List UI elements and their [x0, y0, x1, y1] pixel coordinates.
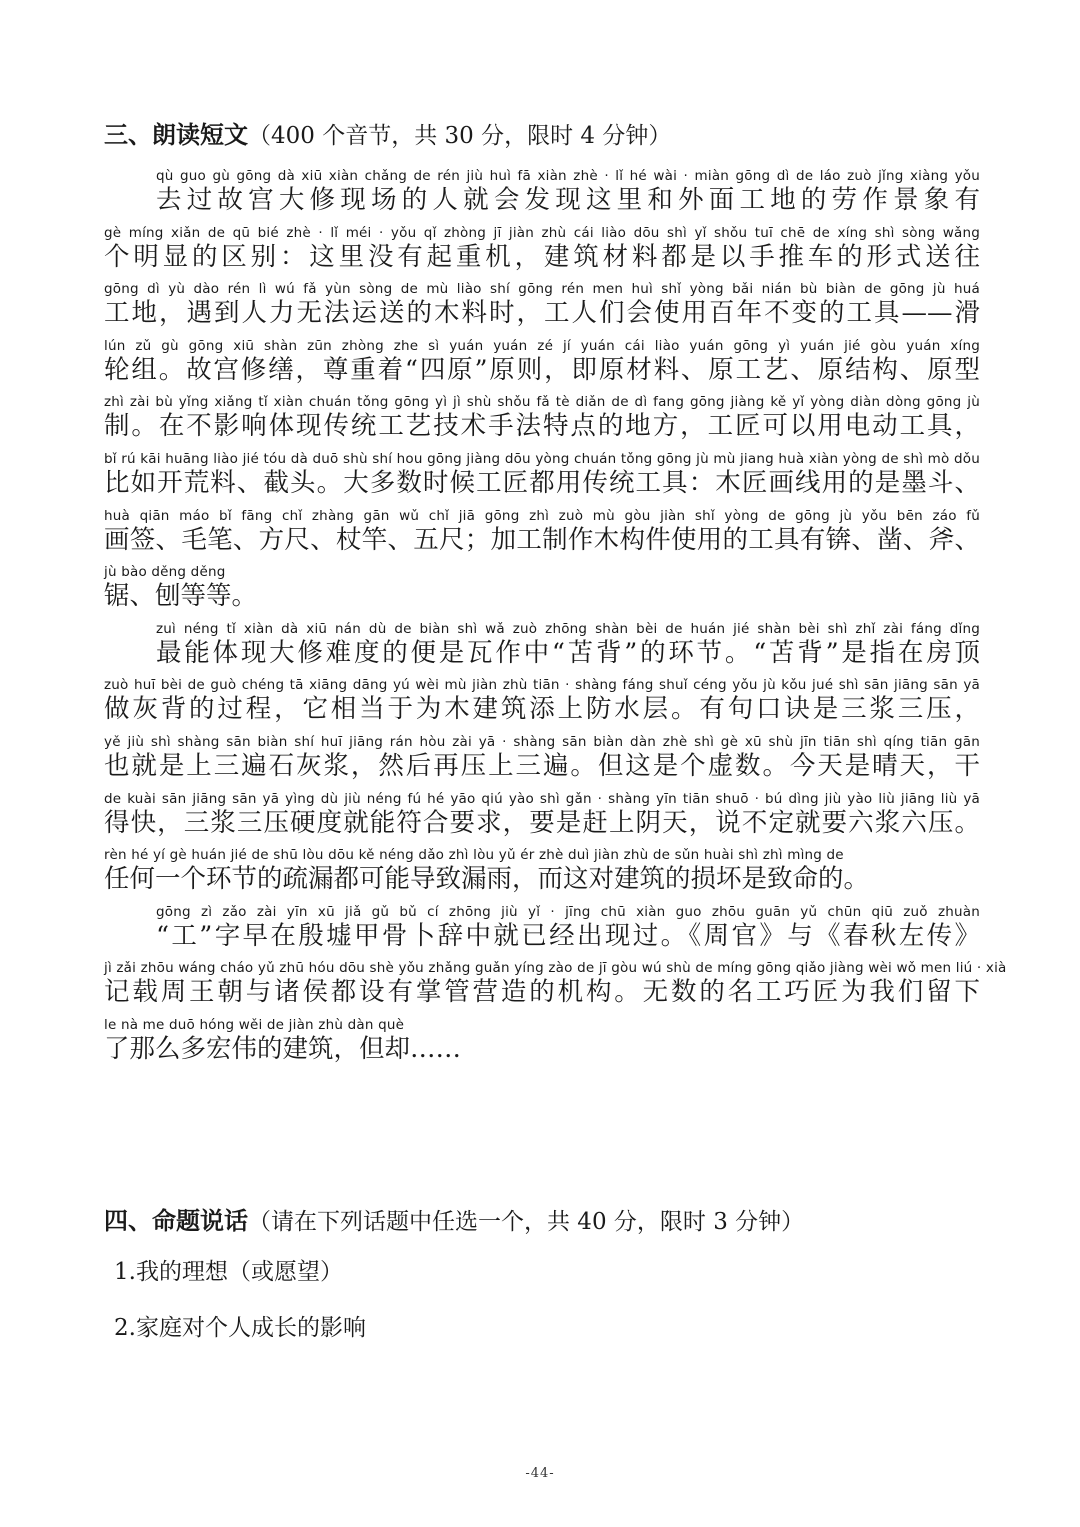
passage-text: 制。在不影响体现传统工艺技术手法特点的地方，工匠可以用电动工具，	[104, 411, 980, 442]
reading-passage	[104, 168, 1007, 1074]
passage-line	[104, 847, 980, 904]
pinyin-annotation: zuò huī bèi de guò chéng tā xiāng dāng yú wèi mù jiàn zhù tiān · shàng fáng shuǐ céng yǒu jù kǒu jué shì sān jiāng sān yā	[104, 677, 980, 694]
passage-line	[104, 791, 980, 848]
pinyin-annotation: lún zǔ gù gōng xiū shàn zūn zhòng zhe sì yuán yuán zé jí yuán cái liào yuán gōng yì yuán jié gòu yuán xíng	[104, 337, 980, 354]
pinyin-annotation: jù bào děng děng	[104, 564, 226, 581]
passage-text: 轮组。故宫修缮，尊重着“四原”原则，即原材料、原工艺、原结构、原型	[104, 354, 980, 385]
passage-line	[104, 451, 980, 508]
passage-text: 记载周王朝与诸侯都设有掌管营造的机构。无数的名工巧匠为我们留下	[104, 977, 980, 1008]
passage-text: “工”字早在殷墟甲骨卜辞中就已经出现过。《周官》与《春秋左传》	[156, 920, 980, 951]
pinyin-annotation: rèn hé yí gè huán jié de shū lòu dōu kě néng dǎo zhì lòu yǔ ér zhè duì jiàn zhù de sǔn huài shì zhì mìng de	[104, 847, 844, 864]
page-number: -44-	[525, 1466, 555, 1481]
passage-text: 得快，三浆三压硬度就能符合要求，要是赶上阴天，说不定就要六浆六压。	[104, 807, 980, 838]
topic-item: 1.我的理想（或愿望）	[114, 1259, 343, 1285]
passage-text: 工地，遇到人力无法运送的木料时，工人们会使用百年不变的工具——滑	[104, 298, 980, 329]
passage-text: 去过故宫大修现场的人就会发现这里和外面工地的劳作景象有	[156, 185, 980, 215]
pinyin-annotation: le nà me duō hóng wěi de jiàn zhù dàn què	[104, 1016, 405, 1033]
pinyin-annotation: gōng zì zǎo zài yīn xū jiǎ gǔ bǔ cí zhōng jiù yǐ · jīng chū xiàn guo zhōu guān yǔ chūn qiū zuǒ zhuàn	[156, 903, 980, 920]
section-4-title	[104, 1206, 804, 1237]
passage-line	[104, 508, 980, 565]
topic-item: 2.家庭对个人成长的影响	[114, 1315, 366, 1341]
passage-line	[104, 281, 980, 338]
passage-line	[104, 168, 980, 225]
passage-text: 锯、刨等等。	[104, 581, 258, 612]
passage-text: 比如开荒料、截头。大多数时候工匠都用传统工具：木匠画线用的是墨斗、	[104, 467, 980, 498]
passage-text: 做灰背的过程，它相当于为木建筑添上防水层。有句口诀是三浆三压，	[104, 694, 980, 725]
passage-line	[104, 960, 1007, 1017]
pinyin-annotation: qù guo gù gōng dà xiū xiàn chǎng de rén jiù huì fā xiàn zhè · lǐ hé wài · miàn gōng dì de láo zuò jǐng xiàng yǒu	[156, 168, 980, 184]
passage-line	[104, 394, 980, 451]
pinyin-annotation: zuì néng tǐ xiàn dà xiū nán dù de biàn shì wǎ zuò zhōng shàn bèi de huán jié shàn bèi shì zhǐ zài fáng dǐng	[156, 620, 980, 637]
passage-line	[104, 904, 980, 961]
pinyin-annotation: gōng dì yù dào rén lì wú fǎ yùn sòng de mù liào shí gōng rén men huì shǐ yòng bǎi nián bù biàn de gōng jù huá	[104, 281, 980, 298]
passage-line	[104, 677, 980, 734]
passage-line	[104, 1017, 980, 1074]
section-3-title	[104, 120, 671, 151]
section-3-subtitle: （400 个音节，共 30 分，限时 4 分钟）	[248, 123, 672, 149]
passage-text: 也就是上三遍石灰浆，然后再压上三遍。但这是个虚数。今天是晴天，干	[104, 750, 980, 781]
pinyin-annotation: gè míng xiǎn de qū bié zhè · lǐ méi · yǒu qǐ zhòng jī jiàn zhù cái liào dōu shì yǐ shǒu tuī chē de xíng shì sòng wǎng	[104, 224, 980, 241]
pinyin-annotation: zhì zài bù yǐng xiǎng tǐ xiàn chuán tǒng gōng yì jì shù shǒu fǎ tè diǎn de dì fang gōng jiàng kě yǐ yòng diàn dòng gōng jù	[104, 394, 980, 411]
passage-text: 任何一个环节的疏漏都可能导致漏雨，而这对建筑的损坏是致命的。	[104, 864, 870, 895]
passage-text: 个明显的区别：这里没有起重机，建筑材料都是以手推车的形式送往	[104, 241, 980, 272]
passage-text: 最能体现大修难度的便是瓦作中“苫背”的环节。“苫背”是指在房顶	[156, 637, 980, 668]
section-4-heading: 四、命题说话	[104, 1207, 248, 1235]
passage-line	[104, 734, 980, 791]
passage-line	[104, 564, 980, 621]
section-3-heading: 三、朗读短文	[104, 121, 248, 149]
pinyin-annotation: de kuài sān jiāng sān yā yìng dù jiù néng fú hé yāo qiú yào shì gǎn · shàng yīn tiān shuō · bú dìng jiù yào liù jiāng liù yā	[104, 790, 980, 807]
passage-line	[104, 225, 980, 282]
passage-line	[104, 338, 980, 395]
pinyin-annotation: yě jiù shì shàng sān biàn shí huī jiāng rán hòu zài yā · shàng sān biàn dàn zhè shì gè xū shù jīn tiān shì qíng tiān gān	[104, 733, 980, 750]
section-4-subtitle: （请在下列话题中任选一个，共 40 分，限时 3 分钟）	[248, 1209, 805, 1235]
passage-text: 画签、毛笔、方尺、杖竿、五尺；加工制作木构件使用的工具有锛、凿、斧、	[104, 524, 980, 555]
pinyin-annotation: bǐ rú kāi huāng liào jié tóu dà duō shù shí hou gōng jiàng dōu yòng chuán tǒng gōng jù mù jiang huà xiàn yòng de shì mò dǒu	[104, 450, 980, 467]
pinyin-annotation: jì zǎi zhōu wáng cháo yǔ zhū hóu dōu shè yǒu zhǎng guǎn yíng zào de jī gòu wú shù de míng gōng qiǎo jiàng wèi wǒ men liú · xià	[104, 960, 1007, 977]
passage-line	[104, 621, 980, 678]
passage-text: 了那么多宏伟的建筑，但却……	[104, 1033, 462, 1064]
pinyin-annotation: huà qiān máo bǐ fāng chǐ zhàng gān wǔ chǐ jiā gōng zhì zuò mù gòu jiàn shǐ yòng de gōng jù yǒu bēn záo fǔ	[104, 507, 980, 524]
